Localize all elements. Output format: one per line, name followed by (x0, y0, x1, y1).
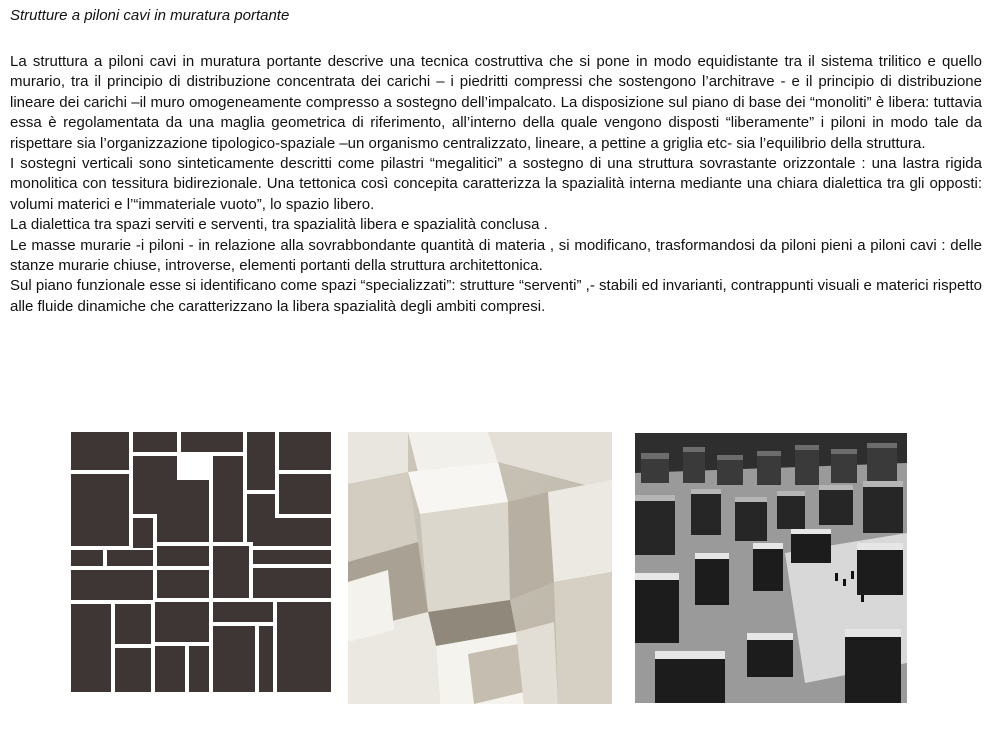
paragraph-5: Sul piano funzionale esse si identificano come spazi “specializzati”: strutture “serventi” ,- stabili ed invarianti, contrappunti visuali e materici rispetto alle fluide dinamiche che caratterizzano la libera spazialità degli ambiti compresi. (10, 277, 982, 315)
bw-pier-model-photo (635, 433, 907, 703)
pier-grid-plan-diagram (71, 432, 331, 692)
paragraph-3: La dialettica tra spazi serviti e serventi, tra spazialità libera e spazialità conclusa . (10, 216, 548, 234)
white-model-photo (348, 432, 612, 704)
body-text (10, 52, 982, 317)
paragraph-2: I sostegni verticali sono sinteticamente descritti come pilastri “megalitici” a sostegno di una struttura sovrastante orizzontale : una lastra rigida monolitica con tessitura bidirezionale. Una tettonica così concepita caratterizza la spazialità interna mediante una chiara dialettica tra gli opposti: volumi materici e l’“immateriale vuoto”, lo spazio libero. (10, 155, 982, 213)
plan-diagram-svg (71, 432, 331, 692)
paragraph-1: La struttura a piloni cavi in muratura portante descrive una tecnica costruttiva che si pone in modo equidistante tra il sistema trilitico e quello murario, tra il principio di distribuzione concentrata dei carichi – i piedritti compressi che sostengono l’architrave - e il principio di distribuzione lineare dei carichi –il muro omogeneamente compresso a sostegno dell’impalcato. La disposizione sul piano di base dei “monoliti” è libera: tuttavia essa è regolamentata da una maglia geometrica di riferimento, all’interno della quale vengono disposti “liberamente” i piloni in modo tale da rispettare sia l’organizzazione tipologico-spaziale –un organismo centralizzato, lineare, a pettine a griglia etc- sia l’equilibrio della struttura. (10, 53, 982, 152)
document-title: Strutture a piloni cavi in muratura portante (10, 7, 290, 24)
model-photo-svg (348, 432, 612, 704)
paragraph-4: Le masse murarie -i piloni - in relazione alla sovrabbondante quantità di materia , si modificano, trasformandosi da piloni pieni a piloni cavi : delle stanze murarie chiuse, introverse, elementi portanti della struttura architettonica. (10, 236, 982, 275)
bw-photo-svg (635, 433, 907, 703)
